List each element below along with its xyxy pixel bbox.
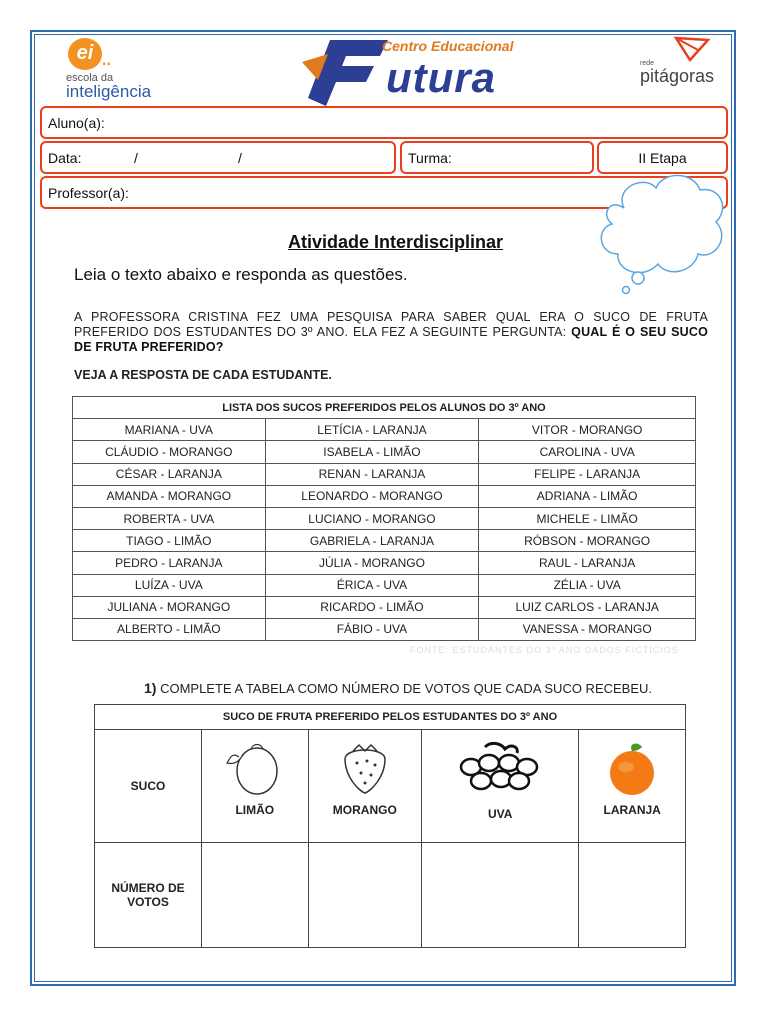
table-cell: ÉRICA - UVA — [265, 574, 479, 596]
table-cell: VANESSA - MORANGO — [479, 618, 696, 640]
votes-input-uva[interactable] — [421, 843, 578, 948]
table-cell: AMANDA - MORANGO — [73, 485, 266, 507]
thought-cloud-icon — [594, 168, 730, 296]
table-row — [73, 552, 696, 574]
etapa-label: II Etapa — [638, 149, 687, 166]
lemon-icon — [225, 741, 285, 797]
table-row — [73, 485, 696, 507]
table-cell: VITOR - MORANGO — [479, 419, 696, 441]
votes-table — [94, 704, 686, 948]
table-cell: PEDRO - LARANJA — [73, 552, 266, 574]
votes-input-laranja[interactable] — [579, 843, 686, 948]
data-separator-2: / — [238, 150, 242, 166]
table-cell: GABRIELA - LARANJA — [265, 530, 479, 552]
turma-label: Turma: — [408, 149, 452, 166]
table-row — [73, 530, 696, 552]
table-cell: CÉSAR - LARANJA — [73, 463, 266, 485]
fruit-label-uva: UVA — [487, 807, 513, 821]
ei-logo-mark: ei — [68, 38, 102, 70]
grapes-icon — [455, 741, 545, 801]
table-cell: MICHELE - LIMÃO — [479, 507, 696, 529]
question-1-text: COMPLETE A TABELA COMO NÚMERO DE VOTOS QUE CADA SUCO RECEBEU. — [160, 681, 653, 696]
table-row — [73, 441, 696, 463]
suco-row-label: SUCO — [95, 730, 202, 843]
strawberry-icon — [337, 741, 393, 797]
orange-icon — [602, 741, 662, 797]
futura-f-mark-icon — [300, 36, 390, 108]
table-cell: ADRIANA - LIMÃO — [479, 485, 696, 507]
list-table-title: LISTA DOS SUCOS PREFERIDOS PELOS ALUNOS DO 3º ANO — [73, 397, 696, 419]
pitagoras-name: pitágoras — [640, 66, 715, 86]
table-cell: FÁBIO - UVA — [265, 618, 479, 640]
aluno-field[interactable] — [40, 106, 728, 139]
table-row — [73, 463, 696, 485]
table-row — [73, 419, 696, 441]
page-title: Atividade Interdisciplinar — [288, 232, 504, 252]
ei-logo-big-text: inteligência — [66, 82, 152, 101]
fruit-label-limao: LIMÃO — [235, 803, 275, 817]
table-cell: LUIZ CARLOS - LARANJA — [479, 596, 696, 618]
table-cell: RAUL - LARANJA — [479, 552, 696, 574]
futura-subtitle: Centro Educacional — [382, 38, 514, 54]
problem-paragraph — [74, 310, 708, 355]
ei-logo-small-text: escola da — [66, 72, 114, 84]
data-field[interactable] — [40, 141, 396, 174]
table-cell: RICARDO - LIMÃO — [265, 596, 479, 618]
pitagoras-logo — [636, 36, 732, 96]
futura-logo — [300, 36, 530, 108]
fruit-cell-limao — [202, 730, 309, 843]
turma-field[interactable] — [400, 141, 594, 174]
table-cell: CLÁUDIO - MORANGO — [73, 441, 266, 463]
votos-row-label: NÚMERO DE VOTOS — [95, 843, 202, 948]
table-cell: RÓBSON - MORANGO — [479, 530, 696, 552]
table-cell: ROBERTA - UVA — [73, 507, 266, 529]
table-row — [73, 618, 696, 640]
escola-inteligencia-logo — [62, 38, 152, 102]
table-cell: RENAN - LARANJA — [265, 463, 479, 485]
fruit-cell-uva — [421, 730, 578, 843]
fruit-cell-morango — [308, 730, 421, 843]
votes-input-morango[interactable] — [308, 843, 421, 948]
instruction: Leia o texto abaixo e responda as questões. — [74, 265, 408, 284]
professor-label: Professor(a): — [48, 184, 129, 201]
table-cell: JÚLIA - MORANGO — [265, 552, 479, 574]
ei-logo-dots: .. — [102, 52, 111, 69]
table-row — [73, 574, 696, 596]
table-cell: LUÍZA - UVA — [73, 574, 266, 596]
fruit-label-laranja: LARANJA — [603, 803, 661, 817]
table-row — [73, 507, 696, 529]
table-cell: FELIPE - LARANJA — [479, 463, 696, 485]
futura-name: utura — [386, 54, 496, 101]
question-1-number: 1) — [144, 680, 157, 696]
votes-input-limao[interactable] — [202, 843, 309, 948]
question-1 — [144, 680, 652, 696]
pitagoras-triangle-icon — [672, 36, 712, 62]
table-cell: ALBERTO - LIMÃO — [73, 618, 266, 640]
faded-source-caption: FONTE: ESTUDANTES DO 3º ANO DADOS FICTÍCIOS — [410, 645, 679, 655]
table-row — [73, 596, 696, 618]
list-table-body — [73, 419, 696, 641]
table-cell: MARIANA - UVA — [73, 419, 266, 441]
table-cell: LUCIANO - MORANGO — [265, 507, 479, 529]
paragraph-text: A PROFESSORA CRISTINA FEZ UMA PESQUISA PARA SABER QUAL ERA O SUCO DE FRUTA PREFERIDO DOS ESTUDANTES DO 3º ANO. ELA FEZ A SEGUINTE PERGUNTA: — [74, 310, 708, 339]
paragraph-question: QUAL É O SEU SUCO DE FRUTA PREFERIDO? — [74, 325, 709, 354]
table-cell: ISABELA - LIMÃO — [265, 441, 479, 463]
table-cell: CAROLINA - UVA — [479, 441, 696, 463]
votes-table-title: SUCO DE FRUTA PREFERIDO PELOS ESTUDANTES DO 3º ANO — [95, 705, 686, 730]
fruit-cell-laranja — [579, 730, 686, 843]
fruit-label-morango: MORANGO — [332, 803, 397, 817]
table-cell: LEONARDO - MORANGO — [265, 485, 479, 507]
pitagoras-rede-text: rede — [640, 60, 655, 67]
veja-heading: VEJA A RESPOSTA DE CADA ESTUDANTE. — [74, 368, 332, 382]
table-cell: LETÍCIA - LARANJA — [265, 419, 479, 441]
table-cell: JULIANA - MORANGO — [73, 596, 266, 618]
table-cell: ZÉLIA - UVA — [479, 574, 696, 596]
table-cell: TIAGO - LIMÃO — [73, 530, 266, 552]
preferences-list-table — [72, 396, 696, 641]
data-label: Data: — [48, 149, 82, 166]
aluno-label: Aluno(a): — [48, 114, 105, 131]
data-separator-1: / — [134, 150, 138, 166]
